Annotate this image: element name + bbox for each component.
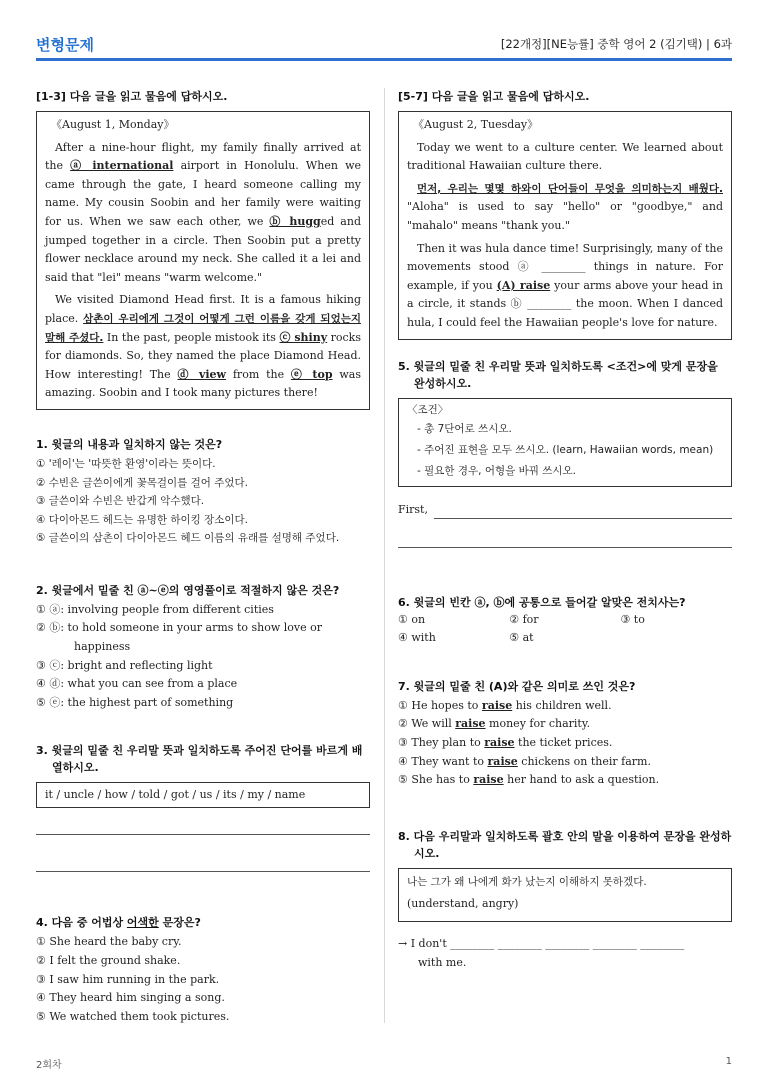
q6-choice-3[interactable]: ③ to bbox=[620, 612, 645, 626]
footer-page-number: 1 bbox=[725, 1056, 732, 1067]
marker-d: ⓓ view bbox=[177, 367, 227, 381]
q5-condition-3: - 필요한 경우, 어형을 바꿔 쓰시오. bbox=[417, 464, 577, 477]
marker-e: ⓔ top bbox=[290, 367, 333, 381]
passage-2-paragraph-3: Then it was hula dance time! Surprisingly, many of the movements stood ⓐ ________ things in nature. For example, if you (A) raise your arms above your head in a circle, it stands ⓑ ________ the moon. When I danced hula, I could feel the Hawaiian people's love for nature. bbox=[407, 241, 723, 329]
passage-2-date: 《August 2, Tuesday》 bbox=[413, 118, 539, 131]
q1-choice-3[interactable]: ③ 글쓴이와 수빈은 반갑게 악수했다. bbox=[36, 495, 205, 508]
q7-choice-3[interactable]: ③ They plan to raise the ticket prices. bbox=[398, 735, 613, 749]
q4-choice-4[interactable]: ④ They heard him singing a song. bbox=[36, 991, 225, 1005]
q7-choice-4[interactable]: ④ They want to raise chickens on their farm. bbox=[398, 754, 651, 768]
q4-choices bbox=[36, 933, 370, 1026]
q3-word-box: it / uncle / how / told / got / us / its / my / name bbox=[36, 782, 370, 808]
raise-underline: raise bbox=[484, 735, 515, 749]
page-header bbox=[36, 30, 732, 62]
q6-choice-5[interactable]: ⑤ at bbox=[509, 631, 534, 645]
q7-choice-2[interactable]: ② We will raise money for charity. bbox=[398, 717, 591, 731]
korean-underlined-sentence-2: 먼저, 우리는 몇몇 하와이 단어들이 무엇을 의미하는지 배웠다. bbox=[417, 182, 723, 195]
q8-box bbox=[398, 868, 732, 922]
q7-choices bbox=[398, 697, 732, 790]
q6-heading: 6. 윗글의 빈칸 ⓐ, ⓑ에 공통으로 들어갈 알맞은 전치사는? bbox=[398, 595, 686, 609]
q8-heading: 8. 다음 우리말과 일치하도록 괄호 안의 말을 이용하여 문장을 완성하시오. bbox=[398, 829, 732, 860]
passage-1-date: 《August 1, Monday》 bbox=[51, 118, 175, 131]
textbook-info: [22개정][NE능률] 중학 영어 2 (김기택) | 6과 bbox=[500, 37, 732, 51]
q7-choice-1[interactable]: ① He hopes to raise his children well. bbox=[398, 698, 612, 712]
q2-heading: 2. 윗글에서 밑줄 친 ⓐ~ⓔ의 영영풀이로 적절하지 않은 것은? bbox=[36, 583, 340, 597]
marker-c: ⓒ shiny bbox=[279, 330, 328, 344]
q5-answer-prefix: First, bbox=[398, 502, 428, 516]
q5-heading: 5. 윗글의 밑줄 친 우리말 뜻과 일치하도록 <조건>에 맞게 문장을 완성하시오. bbox=[398, 359, 718, 390]
page-title: 변형문제 bbox=[36, 36, 94, 54]
passage-1-paragraph-2: We visited Diamond Head first. It is a famous hiking place. 삼촌이 우리에게 그것이 어떻게 그런 이름을 갖게 되었는지 말해 주셨다. In the past, people mistook its ⓒ shiny rocks for diamonds. So, they named the place Diamond Head. How interesting! The ⓓ view from the ⓔ top was amazing. Soobin and I took many pictures there! bbox=[45, 293, 361, 400]
column-divider bbox=[384, 88, 385, 1023]
q2-choices bbox=[36, 601, 370, 713]
q6-choice-1[interactable]: ① on bbox=[398, 612, 426, 626]
q7-choice-5[interactable]: ⑤ She has to raise her hand to ask a question. bbox=[398, 773, 660, 787]
raise-underline: raise bbox=[481, 698, 513, 712]
header-rule bbox=[36, 58, 732, 61]
q4-choice-1[interactable]: ① She heard the baby cry. bbox=[36, 935, 182, 949]
q5-condition-1: - 총 7단어로 쓰시오. bbox=[417, 422, 512, 435]
q8-answer-tail: with me. bbox=[418, 955, 467, 969]
q2-choice-3[interactable]: ③ ⓒ: bright and reflecting light bbox=[36, 658, 213, 672]
q1-choice-1[interactable]: ① '레이'는 '따뜻한 환영'이라는 뜻이다. bbox=[36, 457, 216, 470]
q1-choices bbox=[36, 455, 370, 548]
footer-session: 2회차 bbox=[36, 1060, 62, 1071]
raise-underline: raise bbox=[455, 717, 486, 731]
q5-answer-line-1[interactable] bbox=[434, 505, 732, 519]
q4-heading: 4. 다음 중 어법상 어색한 문장은? bbox=[36, 916, 201, 930]
q2-choice-1[interactable]: ① ⓐ: involving people from different cities bbox=[36, 602, 274, 616]
q4-choice-3[interactable]: ③ I saw him running in the park. bbox=[36, 972, 220, 986]
q4-choice-2[interactable]: ② I felt the ground shake. bbox=[36, 954, 181, 968]
q6-choices bbox=[398, 611, 732, 648]
passage-1-paragraph-1: After a nine-hour flight, my family finally arrived at the ⓐ international airport in Honolulu. When we came through the gate, I heard someone calling my name. My cousin Soobin and her family were waiting for us. When we saw each other, we ⓑ hugged and jumped together in a circle. Then Soobin put a pretty flower necklace around my neck. She called it a lei and said that "lei" means "warm welcome." bbox=[45, 140, 362, 284]
q1-choice-5[interactable]: ⑤ 글쓴이의 삼촌이 다이아몬드 헤드 이름의 유래를 설명해 주었다. bbox=[36, 532, 340, 545]
q5-condition-box bbox=[398, 398, 732, 487]
marker-a: ⓐ international bbox=[70, 159, 174, 173]
korean-underlined-sentence: 삼촌이 우리에게 그것이 어떻게 그런 이름을 갖게 되었는지 말해 주셨다. bbox=[45, 312, 361, 344]
q4-heading-underline: 어색한 bbox=[126, 916, 159, 930]
q2-choice-5[interactable]: ⑤ ⓔ: the highest part of something bbox=[36, 695, 234, 709]
q3-heading: 3. 윗글의 밑줄 친 우리말 뜻과 일치하도록 주어진 단어를 바르게 배열하시오. bbox=[36, 744, 363, 775]
q1-choice-2[interactable]: ② 수빈은 글쓴이에게 꽃목걸이를 걸어 주었다. bbox=[36, 476, 249, 489]
raise-underline: raise bbox=[473, 773, 504, 787]
q1-choice-4[interactable]: ④ 다이아몬드 헤드는 유명한 하이킹 장소이다. bbox=[36, 513, 249, 526]
passage-2-paragraph-2: 먼저, 우리는 몇몇 하와이 단어들이 무엇을 의미하는지 배웠다. "Aloha" is used to say "hello" or "goodbye," and "mahalo" means "thank you." bbox=[407, 182, 723, 232]
q8-korean-sentence: 나는 그가 왜 나에게 화가 났는지 이해하지 못하겠다. bbox=[407, 875, 647, 888]
q2-choice-2[interactable]: ② ⓑ: to hold someone in your arms to show love or happiness bbox=[36, 621, 322, 654]
raise-underline: raise bbox=[487, 754, 518, 768]
q2-choice-4[interactable]: ④ ⓓ: what you can see from a place bbox=[36, 677, 238, 691]
passage-2-paragraph-1: Today we went to a culture center. We learned about traditional Hawaiian culture there. bbox=[407, 140, 723, 173]
q5-answer-row bbox=[398, 501, 732, 519]
marker-A: (A) raise bbox=[496, 278, 551, 292]
q6-choice-4[interactable]: ④ with bbox=[398, 631, 436, 645]
right-column bbox=[398, 88, 732, 972]
q1-heading: 1. 윗글의 내용과 일치하지 않는 것은? bbox=[36, 437, 223, 451]
q8-answer-line[interactable]: → I don't ________ ________ ________ ________ ________ bbox=[398, 936, 685, 950]
passage-2 bbox=[398, 111, 732, 340]
q5-condition-title: 〈조건〉 bbox=[407, 403, 449, 416]
passage-1 bbox=[36, 111, 370, 410]
marker-b: ⓑ hugg bbox=[269, 214, 321, 228]
q7-heading: 7. 윗글의 밑줄 친 (A)와 같은 의미로 쓰인 것은? bbox=[398, 679, 636, 693]
q5-7-heading: [5-7] 다음 글을 읽고 물음에 답하시오. bbox=[398, 90, 590, 103]
left-column bbox=[36, 88, 370, 1026]
q4-choice-5[interactable]: ⑤ We watched them took pictures. bbox=[36, 1009, 230, 1023]
q1-3-heading: [1-3] 다음 글을 읽고 물음에 답하시오. bbox=[36, 90, 228, 103]
q5-condition-2: - 주어진 표현을 모두 쓰시오. (learn, Hawaiian words, mean) bbox=[417, 443, 714, 456]
q8-hint: (understand, angry) bbox=[407, 896, 519, 910]
q6-choice-2[interactable]: ② for bbox=[509, 612, 539, 626]
